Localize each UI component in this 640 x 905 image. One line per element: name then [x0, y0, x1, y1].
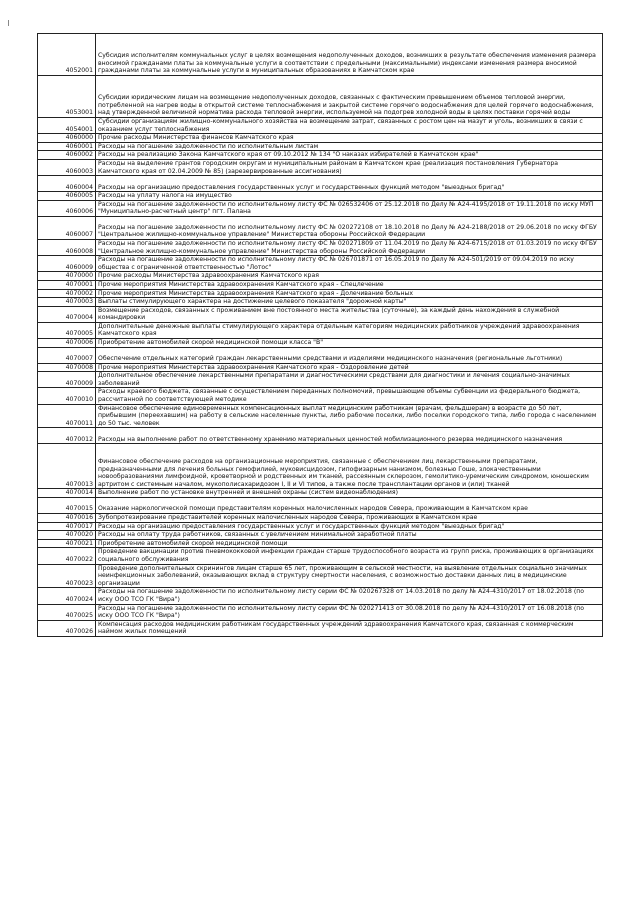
table-row: [38, 339, 603, 348]
table-row: [38, 289, 603, 298]
table-row: [38, 176, 603, 192]
row-description: Расходы краевого бюджета, связанные с осуществлением переданных полномочий, превышающие объемы субвенции из федерального бюджета, рассчитанной по соответствующей методике: [96, 388, 603, 404]
table-body: [38, 34, 603, 637]
row-description: Расходы на выделение грантов городским округам и муниципальным районам в Камчатском крае (реализация постановления Губернатора Камчатского края от 02.04.2009 № 85) (зарезервированные ассигнования): [96, 159, 603, 175]
table-row: [38, 280, 603, 289]
row-code: 4054001: [38, 118, 96, 134]
table-row: [38, 239, 603, 255]
table-row: [38, 34, 603, 76]
table-row: [38, 347, 603, 363]
row-description: Проведение дополнительных скринингов лицам старше 65 лет, проживающим в сельской местности, на выявление отдельных социально значимых неинфекционных заболеваний, оказывающих вклад в структуру смертности населения, с возможностью доставки данных лиц в медицинские организации: [96, 564, 603, 588]
table-row: [38, 620, 603, 636]
row-description: Субсидия исполнителям коммунальных услуг в целях возмещения недополученных доходов, возникших в результате обеспечения изменения размера вносимой гражданами платы за коммунальные услуги в соответствии с предельными (максимальными) индексами изменения размера вносимой гражданами платы за коммунальные услуги в муниципальных образованиях в Камчатском крае: [96, 34, 603, 76]
row-code: 4070001: [38, 280, 96, 289]
row-description: Проведение вакцинации против пневмококковой инфекции граждан старше трудоспособного возраста из групп риска, проживающих в организациях социального обслуживания: [96, 548, 603, 564]
row-code: 4070009: [38, 372, 96, 388]
table-row: [38, 498, 603, 514]
row-code: 4060002: [38, 151, 96, 160]
row-code: 4070013: [38, 444, 96, 489]
scan-mark: [8, 20, 9, 26]
row-description: Расходы на погашение задолженности по исполнительному листу ФС № 020271809 от 11.04.2019 по Делу № А24-6715/2018 от 01.03.2019 по иску ФГБУ "Центральное жилищно-коммунальное управление" Министерства обороны Российской Федерации: [96, 239, 603, 255]
row-description: Приобретение автомобилей скорой медицинской помощи: [96, 539, 603, 548]
row-code: 4070007: [38, 347, 96, 363]
row-description: Прочие мероприятия Министерства здравоохранения Камчатского края - Спецлечение: [96, 280, 603, 289]
row-description: Расходы на выполнение работ по ответственному хранению материальных ценностей мобилизационного резерва медицинского назначения: [96, 428, 603, 444]
row-description: Расходы на организацию предоставления государственных услуг и государственных функций методом "выездных бригад": [96, 522, 603, 531]
row-description: Оказание наркологической помощи представителям коренных малочисленных народов Севера, проживающим в Камчатском крае: [96, 498, 603, 514]
row-code: 4060009: [38, 256, 96, 272]
table-row: [38, 159, 603, 175]
row-code: 4060006: [38, 200, 96, 216]
table-row: [38, 298, 603, 307]
row-code: 4070025: [38, 604, 96, 620]
row-description: Субсидии организациям жилищно-коммунального хозяйства на возмещение затрат, связанных с ростом цен на мазут и уголь, возникших в связи с оказанием услуг теплоснабжения: [96, 118, 603, 134]
table-row: [38, 134, 603, 143]
row-description: Прочие мероприятия Министерства здравоохранения Камчатского края - Долечивание больных: [96, 289, 603, 298]
table-row: [38, 489, 603, 498]
row-code: 4070015: [38, 498, 96, 514]
row-description: Субсидии юридическим лицам на возмещение недополученных доходов, связанных с фактическим превышением объемов тепловой энергии, потребленной на нагрев воды в открытой системе теплоснабжения и закрытой системе горячего водоснабжения для целей горячего водоснабжения, над утвержденной величиной норматива расхода тепловой энергии, используемой на подогрев холодной воды в целях поставки горячей воды: [96, 76, 603, 118]
row-description: Расходы на погашение задолженности по исполнительному листу серии ФС № 020271413 от 30.08.2018 по делу № А24-4310/2017 от 16.08.2018 (по иску ООО ТСО ГК "Вира"): [96, 604, 603, 620]
table-row: [38, 372, 603, 388]
row-code: 4060003: [38, 159, 96, 175]
row-description: Выплаты стимулирующего характера на достижение целевого показателя "дорожной карты": [96, 298, 603, 307]
row-code: 4060007: [38, 216, 96, 239]
row-description: Возмещение расходов, связанных с проживанием вне постоянного места жительства (суточные), за каждый день нахождения в служебной командировки: [96, 306, 603, 322]
row-code: 4060000: [38, 134, 96, 143]
table-row: [38, 428, 603, 444]
row-description: Расходы на погашение задолженности по исполнительному листу ФС № 020272108 от 18.10.2018 по Делу № А24-2188/2018 от 29.06.2018 по иску ФГБУ "Центральное жилищно-коммунальное управление" Министерства обороны Российской Федерации: [96, 216, 603, 239]
row-code: 4070004: [38, 306, 96, 322]
table-row: [38, 404, 603, 428]
table-row: [38, 604, 603, 620]
row-code: 4070011: [38, 404, 96, 428]
row-description: Расходы на погашение задолженности по исполнительному листу ФС № 026532406 от 25.12.2018 по Делу № А24-4195/2018 от 19.11.2018 по иску МУП "Муниципально-расчетный центр" пгт. Палана: [96, 200, 603, 216]
table-row: [38, 151, 603, 160]
row-code: 4070010: [38, 388, 96, 404]
row-code: 4070016: [38, 514, 96, 523]
row-code: 4060008: [38, 239, 96, 255]
table-row: [38, 539, 603, 548]
table-row: [38, 192, 603, 201]
row-code: 4070003: [38, 298, 96, 307]
row-description: Расходы на погашение задолженности по исполнительным листам: [96, 142, 603, 151]
row-description: Прочие расходы Министерства здравоохранения Камчатского края: [96, 272, 603, 281]
table-row: [38, 388, 603, 404]
row-description: Прочие мероприятия Министерства здравоохранения Камчатского края - Оздоровление детей: [96, 363, 603, 372]
row-description: Расходы на уплату налога на имущество: [96, 192, 603, 201]
row-description: Финансовое обеспечение единовременных компенсационных выплат медицинским работникам (врачам, фельдшерам) в возрасте до 50 лет, прибывшим (переехавшим) на работу в сельские населенные пункты, либо рабочие поселки, либо поселки городского типа, либо города с населением до 50 тыс. человек: [96, 404, 603, 428]
table-row: [38, 200, 603, 216]
row-code: 4070023: [38, 564, 96, 588]
row-code: 4070026: [38, 620, 96, 636]
row-description: Расходы на организацию предоставления государственных услуг и государственных функций методом "выездных бригад": [96, 176, 603, 192]
row-description: Прочие расходы Министерства финансов Камчатского края: [96, 134, 603, 143]
row-code: 4070005: [38, 322, 96, 338]
row-code: 4070002: [38, 289, 96, 298]
budget-table-sheet: [37, 33, 603, 637]
table-row: [38, 444, 603, 489]
row-code: 4070006: [38, 339, 96, 348]
row-code: 4070020: [38, 531, 96, 540]
table-row: [38, 564, 603, 588]
row-description: Выполнение работ по установке внутренней и внешней охраны (систем видеонаблюдения): [96, 489, 603, 498]
row-description: Финансовое обеспечение расходов на организационные мероприятия, связанные с обеспечением лиц лекарственными препаратами, предназначенными для лечения больных гемофилией, муковисцидозом, гипофизарным нанизмом, болезнью Гоше, злокачественными новообразованиями лимфоидной, кроветворной и родственных им тканей, рассеянным склерозом, гемолитико-уремическим синдромом, юношеским артритом с системным началом, мукополисахаридозом I, II и VI типов, а также после трансплантации органов и (или) тканей: [96, 444, 603, 489]
row-description: Дополнительные денежные выплаты стимулирующего характера отдельным категориям медицинских работников учреждений здравоохранения Камчатского края: [96, 322, 603, 338]
row-code: 4060005: [38, 192, 96, 201]
row-description: Расходы на погашение задолженности по исполнительному листу ФС № 026701871 от 16.05.2019 по Делу № А24-501/2019 от 09.04.2019 по иску общества с ограниченной ответственностью "Лотос": [96, 256, 603, 272]
table-row: [38, 216, 603, 239]
row-code: 4070024: [38, 588, 96, 604]
row-description: Дополнительное обеспечение лекарственными препаратами и диагностическими средствами для диагностики и лечения социально-значимых заболеваний: [96, 372, 603, 388]
table-row: [38, 142, 603, 151]
row-description: Компенсация расходов медицинским работникам государственных учреждений здравоохранения Камчатского края, связанная с коммерческим наймом жилых помещений: [96, 620, 603, 636]
table-row: [38, 118, 603, 134]
row-code: 4060001: [38, 142, 96, 151]
row-description: Обеспечение отдельных категорий граждан лекарственными средствами и изделиями медицинского назначения (региональные льготники): [96, 347, 603, 363]
row-description: Приобретение автомобилей скорой медицинской помощи класса "В": [96, 339, 603, 348]
row-code: 4070017: [38, 522, 96, 531]
row-code: 4070022: [38, 548, 96, 564]
table-row: [38, 306, 603, 322]
table-row: [38, 531, 603, 540]
table-row: [38, 548, 603, 564]
row-description: Расходы на погашение задолженности по исполнительному листу серии ФС № 020267328 от 14.03.2018 по делу № А24-4310/2017 от 18.02.2018 (по иску ООО ТСО ГК "Вира"): [96, 588, 603, 604]
budget-classification-table: [37, 33, 603, 637]
row-code: 4070008: [38, 363, 96, 372]
row-code: 4070000: [38, 272, 96, 281]
row-description: Расходы на оплату труда работников, связанных с увеличением минимальной заработной платы: [96, 531, 603, 540]
row-code: 4060004: [38, 176, 96, 192]
table-row: [38, 514, 603, 523]
table-row: [38, 322, 603, 338]
row-code: 4070021: [38, 539, 96, 548]
row-code: 4070014: [38, 489, 96, 498]
table-row: [38, 363, 603, 372]
row-description: Расходы на реализацию Закона Камчатского края от 09.10.2012 № 134 "О наказах избирателей в Камчатском крае": [96, 151, 603, 160]
row-description: Зубопротезирование представителей коренных малочисленных народов Севера, проживающих в Камчатском крае: [96, 514, 603, 523]
table-row: [38, 76, 603, 118]
table-row: [38, 588, 603, 604]
table-row: [38, 522, 603, 531]
table-row: [38, 272, 603, 281]
table-row: [38, 256, 603, 272]
row-code: 4053001: [38, 76, 96, 118]
row-code: 4070012: [38, 428, 96, 444]
row-code: 4052001: [38, 34, 96, 76]
